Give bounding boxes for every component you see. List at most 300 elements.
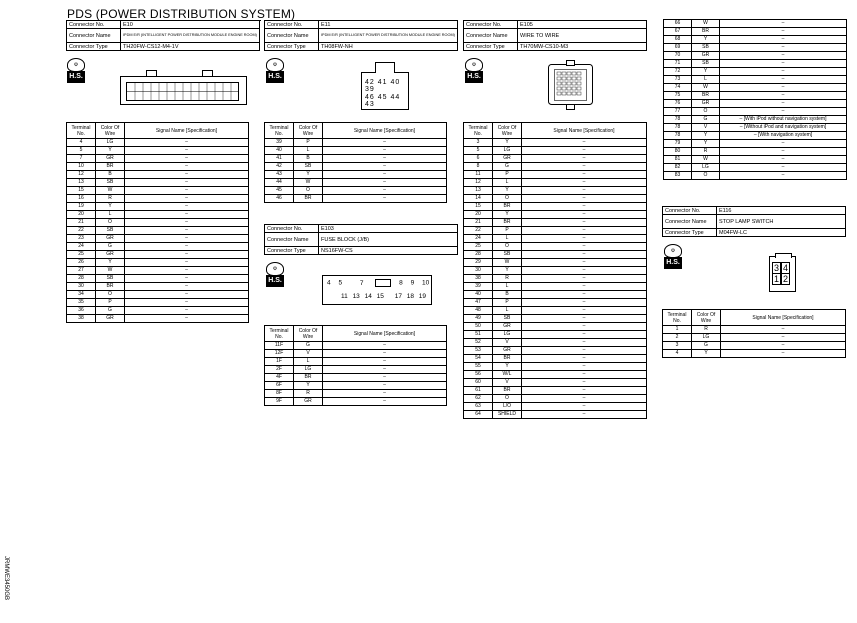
terminal-no: 74 [664, 84, 692, 92]
e11-pins-bottom: 46 45 44 43 [365, 94, 401, 108]
terminal-no: 72 [664, 68, 692, 76]
signal-name: – [Without iPod and navigation system] [720, 124, 847, 132]
terminal-no: 30 [67, 283, 96, 291]
table-row [664, 100, 847, 108]
col-signal: Signal Name [Specification] [323, 123, 447, 139]
table-row [664, 132, 847, 140]
signal-name: – [522, 267, 647, 275]
wire-color: B [96, 171, 125, 179]
label-connector-type: Connector Type [464, 43, 518, 51]
terminal-no: 2 [663, 334, 692, 342]
terminal-no: 40 [265, 147, 294, 155]
e10-header [66, 20, 260, 51]
table-row [464, 251, 647, 259]
terminal-no: 78 [664, 132, 692, 140]
table-row [265, 163, 447, 171]
signal-name: – [125, 187, 249, 195]
e105-connector-diagram [548, 60, 594, 110]
e105-connector-type: TH70MW-CS10-M3 [518, 43, 647, 51]
wire-color: O [96, 291, 125, 299]
signal-name: – [522, 339, 647, 347]
table-row [664, 108, 847, 116]
col-color: Color Of Wire [96, 123, 125, 139]
wire-color: Y [294, 382, 323, 390]
table-row [664, 28, 847, 36]
signal-name: – [522, 259, 647, 267]
signal-name: – [125, 251, 249, 259]
e116-hs-icon: ⚙ H.S. [664, 244, 682, 270]
table-row [67, 195, 249, 203]
label-connector-name: Connector Name [265, 29, 319, 43]
label-connector-name: Connector Name [464, 29, 518, 43]
wire-color: V [493, 379, 522, 387]
terminal-no: 12F [265, 350, 294, 358]
signal-name: – [522, 283, 647, 291]
terminal-no: 69 [664, 44, 692, 52]
signal-name: – [720, 148, 847, 156]
terminal-no: 45 [265, 187, 294, 195]
signal-name: – [125, 139, 249, 147]
table-row [464, 355, 647, 363]
terminal-no: 7 [67, 155, 96, 163]
table-row [664, 156, 847, 164]
e116-connector-diagram [769, 256, 796, 292]
terminal-no: 76 [664, 100, 692, 108]
e10-connector-type: TH20FW-CS12-M4-1V [121, 43, 260, 51]
table-row [265, 171, 447, 179]
table-row [464, 347, 647, 355]
table-row [464, 395, 647, 403]
signal-name: – [323, 390, 447, 398]
col-terminal: Terminal No. [67, 123, 96, 139]
table-row [464, 227, 647, 235]
terminal-no: 52 [464, 339, 493, 347]
terminal-no: 3 [663, 342, 692, 350]
signal-name: – [522, 139, 647, 147]
signal-name: – [720, 164, 847, 172]
table-row [664, 140, 847, 148]
signal-name: – [720, 100, 847, 108]
table-row [464, 267, 647, 275]
page-title: PDS (POWER DISTRIBUTION SYSTEM) [67, 7, 296, 21]
wire-color: SB [96, 275, 125, 283]
table-row [464, 243, 647, 251]
col-terminal: Terminal No. [265, 123, 294, 139]
figure-code: JRMWE3450GB [3, 556, 9, 601]
table-row [67, 315, 249, 323]
table-row [464, 171, 647, 179]
signal-name: – [720, 28, 847, 36]
signal-name: – [720, 92, 847, 100]
wire-color: G [294, 342, 323, 350]
wire-color: V [294, 350, 323, 358]
wire-color: O [493, 395, 522, 403]
terminal-no: 66 [664, 20, 692, 28]
signal-name: – [522, 163, 647, 171]
signal-name: – [125, 147, 249, 155]
terminal-no: 73 [664, 76, 692, 84]
wire-color: W [294, 179, 323, 187]
wire-color: L [493, 307, 522, 315]
terminal-no: 8F [265, 390, 294, 398]
e116-header [662, 206, 846, 237]
wire-color: W [493, 259, 522, 267]
signal-name: – [125, 267, 249, 275]
wire-color: G [96, 243, 125, 251]
table-row [265, 366, 447, 374]
table-row [67, 267, 249, 275]
table-row [464, 411, 647, 419]
signal-name: – [522, 323, 647, 331]
terminal-no: 12 [67, 171, 96, 179]
signal-name: – [125, 227, 249, 235]
terminal-no: 43 [265, 171, 294, 179]
table-row [464, 203, 647, 211]
col-color: Color Of Wire [294, 326, 323, 342]
table-row [663, 334, 846, 342]
table-row [67, 187, 249, 195]
wire-color: BR [493, 203, 522, 211]
wire-color: Y [294, 171, 323, 179]
wire-color: Y [493, 211, 522, 219]
wire-color: Y [692, 36, 720, 44]
wire-color: O [692, 172, 720, 180]
wire-color: W [692, 156, 720, 164]
table-row [464, 219, 647, 227]
terminal-no: 5 [67, 147, 96, 155]
table-row [464, 275, 647, 283]
signal-name: – [125, 291, 249, 299]
signal-name: – [125, 179, 249, 187]
terminal-no: 35 [67, 299, 96, 307]
signal-name: – [323, 179, 447, 187]
signal-name: – [522, 379, 647, 387]
table-row [664, 36, 847, 44]
signal-name: – [125, 171, 249, 179]
terminal-no: 27 [67, 267, 96, 275]
table-row [664, 92, 847, 100]
label-connector-name: Connector Name [265, 233, 319, 247]
table-row [67, 163, 249, 171]
terminal-no: 82 [664, 164, 692, 172]
table-row [67, 203, 249, 211]
wire-color: R [493, 275, 522, 283]
table-row [67, 171, 249, 179]
terminal-no: 11F [265, 342, 294, 350]
table-row [664, 164, 847, 172]
table-row [464, 283, 647, 291]
signal-name: – [With iPod without navigation system] [720, 116, 847, 124]
signal-name: – [125, 195, 249, 203]
table-row [265, 342, 447, 350]
terminal-no: 29 [464, 259, 493, 267]
terminal-no: 4 [663, 350, 692, 358]
wire-color: Y [692, 350, 721, 358]
table-row [664, 84, 847, 92]
table-row [265, 390, 447, 398]
terminal-no: 20 [67, 211, 96, 219]
e11-connector-no: E11 [319, 21, 458, 29]
table-row [663, 326, 846, 334]
signal-name: – [720, 20, 847, 28]
wire-color: BR [493, 219, 522, 227]
signal-name: – [522, 363, 647, 371]
wire-color: Y [692, 140, 720, 148]
signal-name: – [522, 403, 647, 411]
wire-color: GR [294, 398, 323, 406]
e11-hs-icon: ⚙ H.S. [266, 58, 284, 84]
terminal-no: 21 [67, 219, 96, 227]
wire-color: Y [493, 139, 522, 147]
label-connector-type: Connector Type [663, 229, 717, 237]
terminal-no: 49 [464, 315, 493, 323]
terminal-no: 8 [464, 163, 493, 171]
signal-name: – [323, 187, 447, 195]
wire-color: SB [692, 44, 720, 52]
table-row [664, 148, 847, 156]
terminal-no: 55 [464, 363, 493, 371]
terminal-no: 36 [67, 307, 96, 315]
terminal-no: 75 [664, 92, 692, 100]
table-row [464, 211, 647, 219]
table-row [664, 20, 847, 28]
e11-terminal-table [264, 122, 447, 203]
table-row [265, 358, 447, 366]
col-terminal: Terminal No. [265, 326, 294, 342]
e10-hs-icon: ⚙ H.S. [67, 58, 85, 84]
terminal-no: 60 [464, 379, 493, 387]
signal-name: – [522, 371, 647, 379]
wire-color: SB [493, 315, 522, 323]
e103-pins-top: 4 5 7 8 9 10 [327, 279, 430, 287]
signal-name: – [720, 68, 847, 76]
signal-name: – [522, 219, 647, 227]
signal-name: – [522, 179, 647, 187]
terminal-no: 21 [464, 219, 493, 227]
table-row [67, 243, 249, 251]
e103-terminal-table [264, 325, 447, 406]
table-row [265, 195, 447, 203]
signal-name: – [323, 350, 447, 358]
terminal-no: 1F [265, 358, 294, 366]
signal-name: – [522, 331, 647, 339]
terminal-no: 48 [464, 307, 493, 315]
signal-name: – [522, 227, 647, 235]
col-signal: Signal Name [Specification] [125, 123, 249, 139]
signal-name: – [522, 155, 647, 163]
wire-color: P [493, 227, 522, 235]
table-row [664, 52, 847, 60]
terminal-no: 41 [265, 155, 294, 163]
terminal-no: 5 [464, 147, 493, 155]
terminal-no: 10 [67, 163, 96, 171]
table-row [464, 155, 647, 163]
table-row [265, 179, 447, 187]
terminal-no: 24 [464, 235, 493, 243]
terminal-no: 78 [664, 124, 692, 132]
signal-name: – [125, 307, 249, 315]
e116-pins: 3 4 1 2 [774, 263, 789, 284]
signal-name: – [323, 382, 447, 390]
signal-name: – [125, 259, 249, 267]
label-connector-type: Connector Type [67, 43, 121, 51]
signal-name: – [323, 139, 447, 147]
terminal-no: 77 [664, 108, 692, 116]
e103-connector-type: NS16FW-CS [319, 247, 458, 255]
wire-color: W/L [493, 371, 522, 379]
terminal-no: 16 [67, 195, 96, 203]
signal-name: – [125, 299, 249, 307]
terminal-no: 56 [464, 371, 493, 379]
label-connector-no: Connector No. [663, 207, 717, 215]
wire-color: R [692, 148, 720, 156]
wire-color: W [692, 20, 720, 28]
wire-color: L [493, 283, 522, 291]
terminal-no: 26 [67, 259, 96, 267]
e105-hs-icon: ⚙ H.S. [465, 58, 483, 84]
table-row [67, 147, 249, 155]
wire-color: P [493, 299, 522, 307]
signal-name: – [720, 60, 847, 68]
table-row [464, 139, 647, 147]
table-row [664, 172, 847, 180]
signal-name: – [125, 275, 249, 283]
terminal-no: 51 [464, 331, 493, 339]
table-row [664, 76, 847, 84]
table-row [265, 187, 447, 195]
wire-color: Y [692, 68, 720, 76]
wire-color: SB [96, 227, 125, 235]
terminal-no: 28 [464, 251, 493, 259]
terminal-no: 14 [464, 195, 493, 203]
label-connector-name: Connector Name [67, 29, 121, 43]
signal-name: – [720, 156, 847, 164]
terminal-no: 71 [664, 60, 692, 68]
e103-connector-no: E103 [319, 225, 458, 233]
terminal-no: 4 [67, 139, 96, 147]
wire-color: W [692, 84, 720, 92]
wire-color: LG [493, 331, 522, 339]
wire-color: GR [96, 235, 125, 243]
signal-name: – [125, 283, 249, 291]
table-row [67, 291, 249, 299]
signal-name: – [522, 307, 647, 315]
table-row [464, 147, 647, 155]
wire-color: L/O [493, 403, 522, 411]
terminal-no: 1 [663, 326, 692, 334]
terminal-no: 80 [664, 148, 692, 156]
signal-name: – [720, 52, 847, 60]
table-row [464, 195, 647, 203]
e103-connector-diagram [322, 275, 432, 305]
e105-connector-no: E105 [518, 21, 647, 29]
signal-name: – [522, 171, 647, 179]
terminal-no: 2F [265, 366, 294, 374]
table-row [464, 323, 647, 331]
table-row [663, 342, 846, 350]
table-row [67, 139, 249, 147]
wire-color: G [96, 307, 125, 315]
table-row [464, 315, 647, 323]
table-row [67, 227, 249, 235]
col-terminal: Terminal No. [464, 123, 493, 139]
signal-name: – [720, 44, 847, 52]
label-connector-name: Connector Name [663, 215, 717, 229]
table-row [464, 363, 647, 371]
wire-color: G [692, 116, 720, 124]
signal-name: – [522, 355, 647, 363]
signal-name: – [522, 291, 647, 299]
wire-color: G [692, 342, 721, 350]
wire-color: O [294, 187, 323, 195]
signal-name: – [323, 163, 447, 171]
terminal-no: 23 [67, 235, 96, 243]
terminal-no: 24 [67, 243, 96, 251]
wire-color: BR [96, 163, 125, 171]
signal-name: – [125, 219, 249, 227]
signal-name: – [323, 358, 447, 366]
signal-name: – [522, 243, 647, 251]
terminal-no: 54 [464, 355, 493, 363]
wire-color: LG [96, 139, 125, 147]
terminal-no: 11 [464, 171, 493, 179]
table-row [67, 299, 249, 307]
col-signal: Signal Name [Specification] [323, 326, 447, 342]
wire-color: L [96, 211, 125, 219]
wire-color: V [692, 124, 720, 132]
terminal-no: 38 [67, 315, 96, 323]
terminal-no: 81 [664, 156, 692, 164]
signal-name: – [522, 187, 647, 195]
wire-color: Y [96, 147, 125, 155]
terminal-no: 20 [464, 211, 493, 219]
e105-connector-name: WIRE TO WIRE [518, 29, 647, 43]
terminal-no: 6 [464, 155, 493, 163]
e11-pins-top: 42 41 40 39 [365, 79, 401, 93]
e103-header [264, 224, 458, 255]
signal-name: – [323, 342, 447, 350]
table-row [265, 374, 447, 382]
table-row [265, 350, 447, 358]
e103-connector-name: FUSE BLOCK (J/B) [319, 233, 458, 247]
wire-color: BR [692, 28, 720, 36]
signal-name: – [720, 76, 847, 84]
wire-color: SB [692, 60, 720, 68]
e10-connector-diagram [120, 70, 248, 106]
col-terminal: Terminal No. [663, 310, 692, 326]
wire-color: GR [96, 251, 125, 259]
terminal-no: 12 [464, 179, 493, 187]
wire-color: R [294, 390, 323, 398]
terminal-no: 25 [464, 243, 493, 251]
signal-name: – [125, 163, 249, 171]
signal-name: – [721, 334, 846, 342]
col-signal: Signal Name [Specification] [522, 123, 647, 139]
wire-color: BR [96, 283, 125, 291]
wire-color: W [96, 187, 125, 195]
table-row [464, 387, 647, 395]
terminal-no: 15 [464, 203, 493, 211]
terminal-no: 19 [67, 203, 96, 211]
terminal-no: 3 [464, 139, 493, 147]
table-row [464, 235, 647, 243]
signal-name: – [522, 315, 647, 323]
table-row [464, 307, 647, 315]
label-connector-no: Connector No. [265, 225, 319, 233]
e116-connector-name: STOP LAMP SWITCH [717, 215, 846, 229]
wire-color: GR [493, 323, 522, 331]
terminal-no: 34 [67, 291, 96, 299]
